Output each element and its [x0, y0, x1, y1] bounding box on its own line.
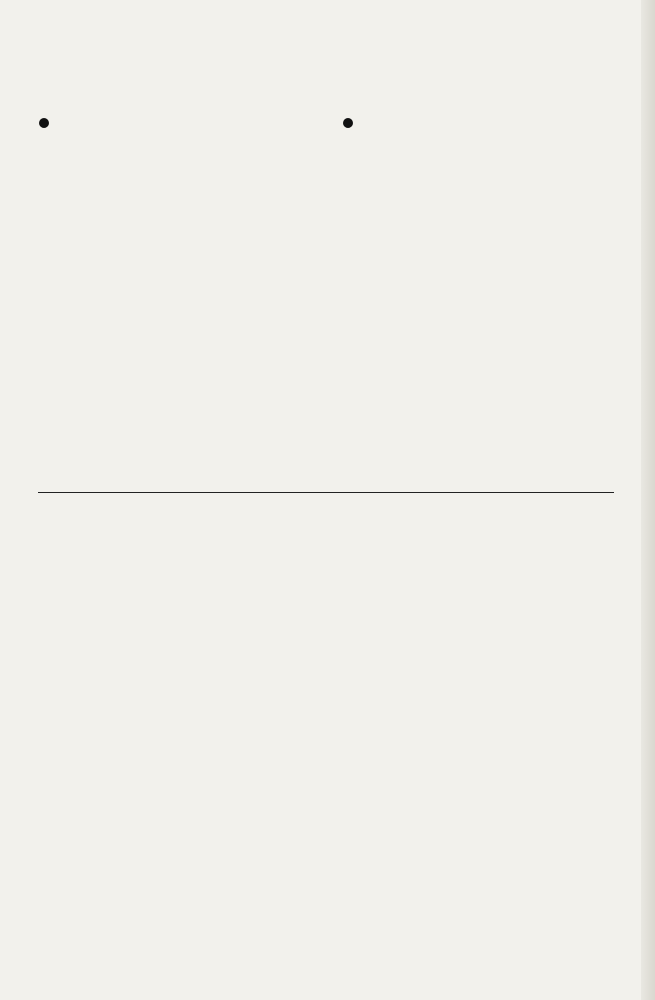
- bullet-icon: [343, 118, 353, 128]
- heading-chaozi-branch: [338, 118, 358, 128]
- section-divider: [38, 492, 614, 493]
- scan-edge: [641, 0, 655, 1000]
- heading-shizhi-branch: [34, 118, 54, 128]
- bullet-icon: [39, 118, 49, 128]
